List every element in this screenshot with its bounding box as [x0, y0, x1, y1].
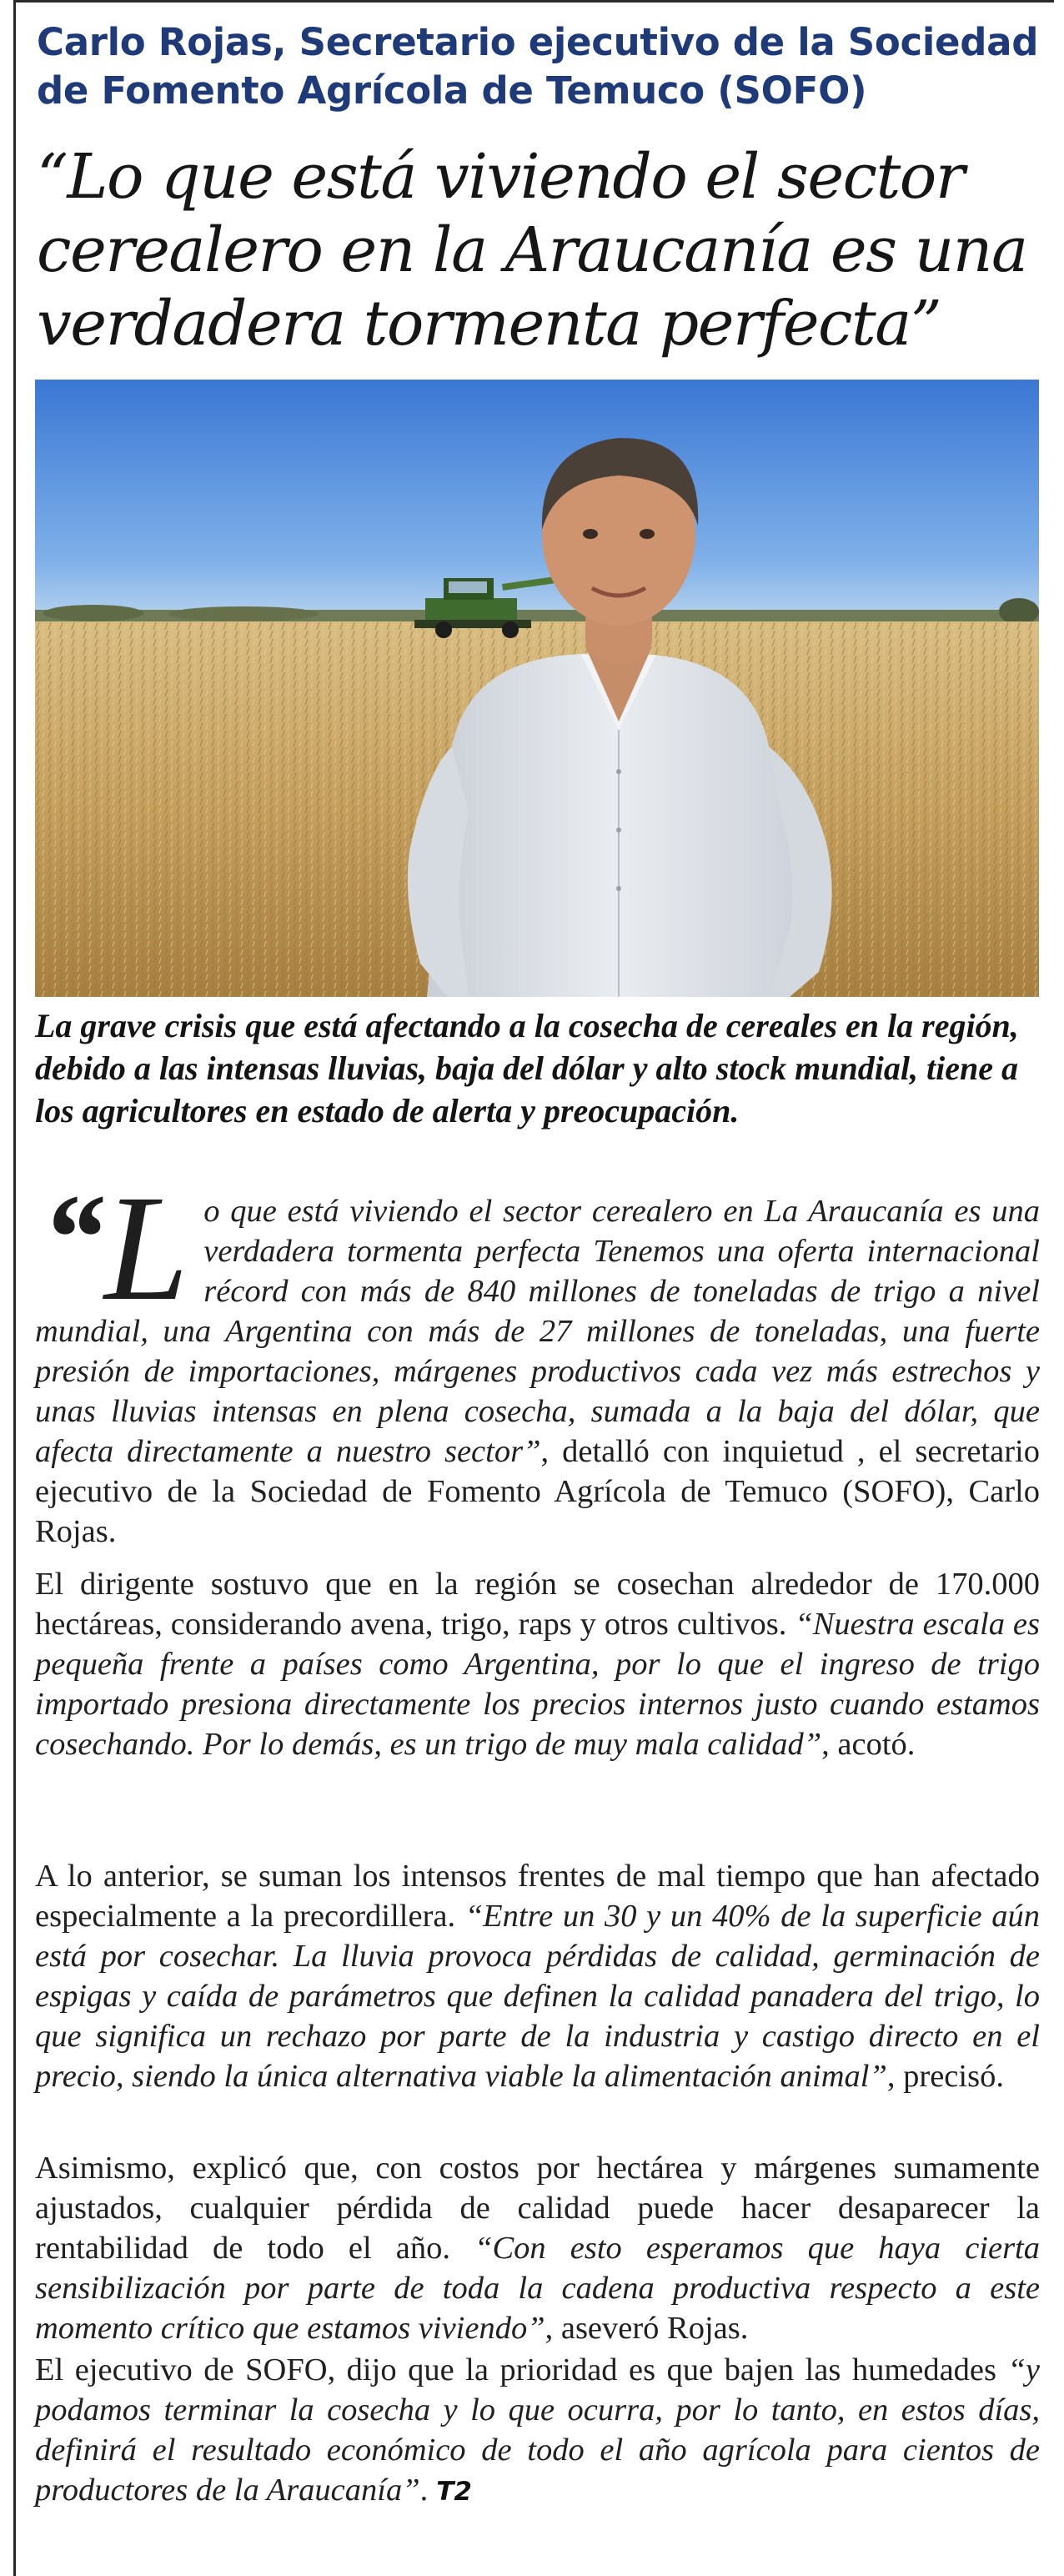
left-column-rule: [13, 0, 16, 2576]
paragraph-3-text: A lo anterior, se suman los intensos frentes de mal tiempo que han afectado especialmente a la precordillera.: [35, 1859, 1040, 1934]
paragraph-1-rest: , detalló con inquietud , el secretario ejecutivo de la Sociedad de Fomento Agrícola de Temuco (SOFO), Carlo Rojas.: [35, 1434, 1040, 1549]
paragraph-2-text: El dirigente sostuvo que en la región se cosechan alrededor de 170.000 hectáreas, considerando avena, trigo, raps y otros cultivos.: [35, 1567, 1040, 1642]
article-kicker: Carlo Rojas, Secretario ejecutivo de la Sociedad de Fomento Agrícola de Temuco (SOFO): [37, 20, 1039, 113]
paragraph-4-quote: “Con esto esperamos que haya cierta sensibilización por parte de toda la cadena productiva respecto a este momento crítico que estamos viviendo”: [35, 2231, 1041, 2346]
top-rule: [13, 0, 1054, 3]
opening-quote-mark: “: [42, 1169, 104, 1307]
article-lede: La grave crisis que está afectando a la cosecha de cereales en la región, debido a las intensas lluvias, baja del dólar y alto stock mundial, tiene a los agricultores en estado de alerta y preocupación.: [35, 1007, 1019, 1130]
paragraph-5-quote: “y podamos terminar la cosecha y lo que ocurra, por lo tanto, en estos días, definirá el resultado económico de todo el año agrícola para cientos de productores de la Araucanía”: [35, 2352, 1040, 2508]
paragraph-4-after: , aseveró Rojas.: [545, 2311, 749, 2346]
paragraph-2-after: , acotó.: [821, 1727, 916, 1762]
paragraph-1: [35, 1165, 1040, 1552]
article-headline: “Lo que está viviendo el sector cerealero en la Araucanía es una verdadera tormenta perfecta”: [37, 141, 1027, 360]
paragraph-5: [35, 2350, 1040, 2510]
paragraph-3-quote: “Entre un 30 y un 40% de la superficie aún está por cosechar. La lluvia provoca pérdidas de calidad, germinación de espigas y caída de parámetros que definen la calidad panadera del trigo, lo que significa un rechazo por parte de la industria y castigo directo en el precio, siendo la única alternativa viable la alimentación animal”: [35, 1899, 1041, 2094]
paragraph-5-text: El ejecutivo de SOFO, dijo que la prioridad es que bajen las humedades: [35, 2352, 1008, 2387]
paragraph-4: [35, 2148, 1040, 2348]
article-photo: [35, 380, 1039, 997]
paragraph-4-text: Asimismo, explicó que, con costos por hectárea y márgenes sumamente ajustados, cualquier pérdida de calidad puede hacer desaparecer la rentabilidad de todo el año.: [35, 2151, 1040, 2266]
paragraph-3-after: , precisó.: [886, 2059, 1004, 2094]
paragraph-2-quote: “Nuestra escala es pequeña frente a países como Argentina, por lo que el ingreso de trigo importado presiona directamente los precios internos justo cuando estamos cosechando. Por lo demás, es un trigo de muy mala calidad”: [35, 1607, 1040, 1762]
paragraph-2: [35, 1564, 1040, 1764]
paragraph-5-after: .: [419, 2473, 429, 2508]
drop-cap: L: [104, 1165, 189, 1332]
paragraph-1-quote: o que está viviendo el sector cerealero en La Araucanía es una verdadera tormenta perfecta Tenemos una oferta internacional récord con más de 840 millones de toneladas de trigo a nivel mundial, una Argentina con más de 27 millones de toneladas, una fuerte presión de importaciones, márgenes productivos cada vez más estrechos y unas lluvias intensas en plena cosecha, sumada a la baja del dólar, que afecta directamente a nuestro sector”: [35, 1194, 1040, 1469]
end-of-article-mark: T2: [436, 2477, 472, 2507]
paragraph-3: [35, 1856, 1040, 2096]
